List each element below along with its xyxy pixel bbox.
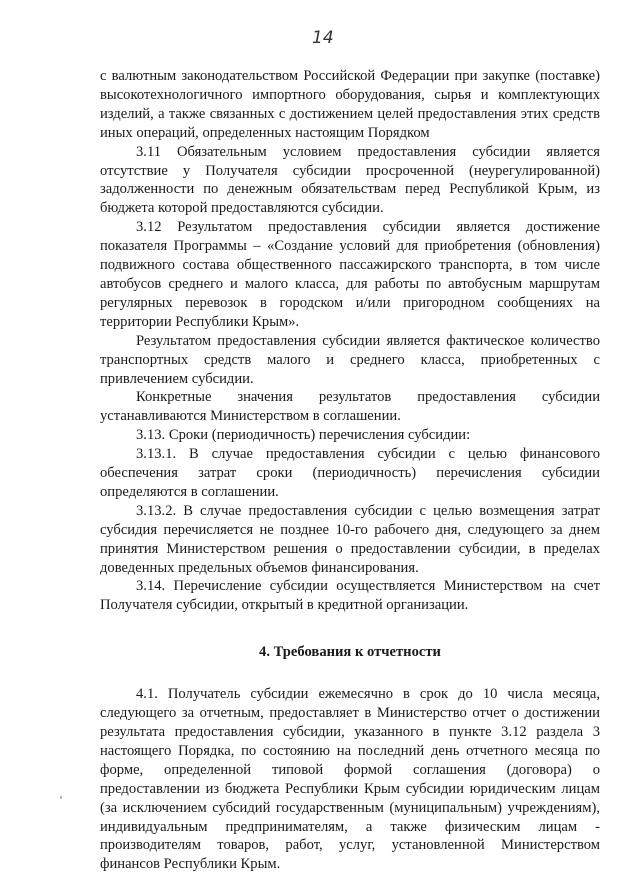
spacer xyxy=(100,615,600,643)
section-heading: 4. Требования к отчетности xyxy=(259,644,441,661)
page-number: 14 xyxy=(312,28,334,48)
paragraph-3-12: 3.12 Результатом предоставления субсидии является достижение показателя Программы – «Создание условий для приобретения (обновления) подвижного состава общественного пассажирского транспорта, в том числе автобусов среднего и малого класса, для работы по автобусным маршрутам регулярных перевозок в городском и/или пригородном сообщениях на территории Республики Крым». xyxy=(100,219,600,330)
document-body xyxy=(100,67,600,874)
paragraph-3-14: 3.14. Перечисление субсидии осуществляется Министерством на счет Получателя субсидии, открытый в кредитной организации. xyxy=(100,578,600,614)
spacer xyxy=(100,662,600,685)
paragraph-3-13-2: 3.13.2. В случае предоставления субсидии с целью возмещения затрат субсидия перечисляется не позднее 10-го рабочего дня, следующего за днем принятия Министерством решения о предоставлении субсидии, в пределах доведенных предельных объемов финансирования. xyxy=(100,502,600,576)
paragraph-cont: с валютным законодательством Российской Федерации при закупке (поставке) высокотехнологичного импортного оборудования, сырья и комплектующих изделий, а также связанных с достижением целей предоставления этих средств иных операций, определенных настоящим Порядком xyxy=(100,68,600,141)
section-4-text xyxy=(100,685,600,874)
paragraph-3-13: 3.13. Сроки (периодичность) перечисления субсидии: xyxy=(136,427,471,444)
paragraph-4-1: 4.1. Получатель субсидии ежемесячно в срок до 10 числа месяца, следующего за отчетным, предоставляет в Министерство отчет о достижении результата предоставления субсидии, указанного в пункте 3.12 раздела 3 настоящего Порядка, по состоянию на последний день отчетного месяца по форме, определенной типовой формой соглашения (договора) о предоставлении из бюджета Республики Крым субсидии юридическим лицам (за исключением субсидий государственным (муниципальным) учреждениям), индивидуальным предпринимателям, а также физическим лицам - производителям товаров, работ, услуг, установленной Министерством финансов Республики Крым. xyxy=(100,686,600,873)
paragraph-result: Результатом предоставления субсидии является фактическое количество транспортных средств малого и среднего класса, приобретенных с привлечением субсидии. xyxy=(100,332,600,387)
paragraph-3-11: 3.11 Обязательным условием предоставления субсидии является отсутствие у Получателя субсидии просроченной (неурегулированной) задолженности по денежным обязательствам перед Республикой Крым, из бюджета которой предоставляются субсидии. xyxy=(100,143,600,217)
scan-artifact xyxy=(60,796,62,799)
paragraph-values: Конкретные значения результатов предоставления субсидии устанавливаются Министерством в соглашении. xyxy=(100,389,600,425)
paragraph-3-13-1: 3.13.1. В случае предоставления субсидии с целью финансового обеспечения затрат сроки (периодичность) перечисления субсидии определяются в соглашении. xyxy=(100,446,600,500)
section-3-text xyxy=(100,67,600,615)
